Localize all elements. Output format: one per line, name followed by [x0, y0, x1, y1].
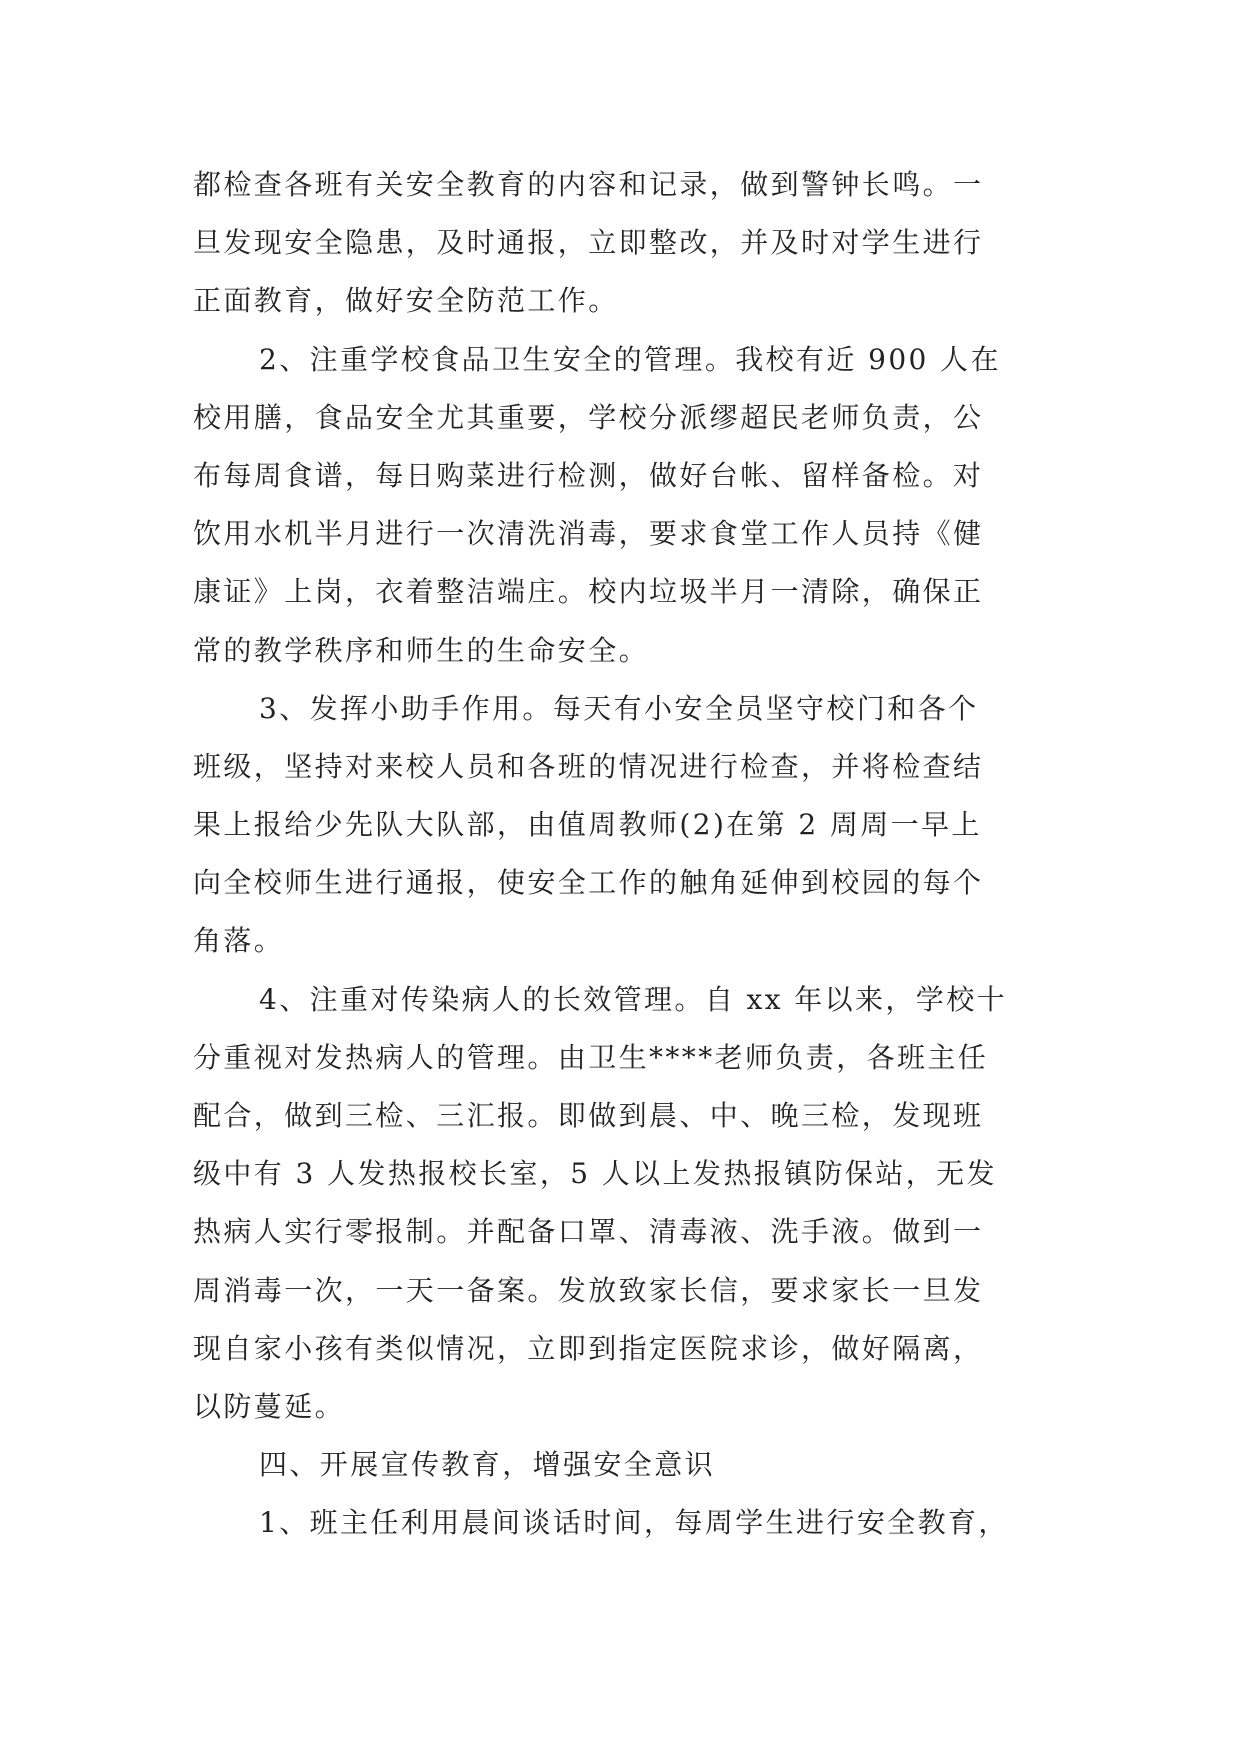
text-line: 热病人实行零报制。并配备口罩、清毒液、洗手液。做到一 [193, 1215, 984, 1249]
paragraph-start-line: 3、发挥小助手作用。每天有小安全员坚守校门和各个 [259, 691, 979, 725]
text-line: 角落。 [193, 924, 285, 958]
text-line: 饮用水机半月进行一次清洗消毒，要求食堂工作人员持《健 [193, 517, 984, 551]
text-line: 旦发现安全隐患，及时通报，立即整改，并及时对学生进行 [193, 226, 984, 260]
document-body [193, 156, 1063, 1553]
section-heading: 四、开展宣传教育，增强安全意识 [259, 1448, 716, 1482]
text-line: 级中有 3 人发热报校长室，5 人以上发热报镇防保站，无发 [193, 1157, 997, 1191]
text-line: 现自家小孩有类似情况，立即到指定医院求诊，做好隔离， [193, 1331, 984, 1365]
text-line: 正面教育，做好安全防范工作。 [193, 284, 619, 318]
text-line: 都检查各班有关安全教育的内容和记录，做到警钟长鸣。一 [193, 168, 984, 201]
text-line: 向全校师生进行通报，使安全工作的触角延伸到校园的每个 [193, 866, 984, 900]
text-line: 班级，坚持对来校人员和各班的情况进行检查，并将检查结 [193, 749, 984, 783]
text-line: 以防蔓延。 [193, 1389, 346, 1423]
text-line: 周消毒一次，一天一备案。发放致家长信，要求家长一旦发 [193, 1273, 984, 1307]
paragraph-start-line: 4、注重对传染病人的长效管理。自 xx 年以来，学校十 [259, 982, 1007, 1016]
text-line: 配合，做到三检、三汇报。即做到晨、中、晚三检，发现班 [193, 1099, 984, 1132]
text-line: 布每周食谱，每日购菜进行检测，做好台帐、留样备检。对 [193, 458, 984, 492]
paragraph-start-line: 2、注重学校食品卫生安全的管理。我校有近 900 人在 [259, 342, 1001, 376]
text-line: 常的教学秩序和师生的生命安全。 [193, 633, 650, 667]
text-line: 分重视对发热病人的管理。由卫生****老师负责，各班主任 [193, 1040, 989, 1074]
text-line: 校用膳，食品安全尤其重要，学校分派缪超民老师负责，公 [193, 400, 984, 434]
paragraph-start-line: 1、班主任利用晨间谈话时间，每周学生进行安全教育， [259, 1506, 1009, 1540]
text-line: 果上报给少先队大队部，由值周教师(2)在第 2 周周一早上 [193, 808, 982, 842]
text-line: 康证》上岗，衣着整洁端庄。校内垃圾半月一清除，确保正 [193, 575, 984, 609]
